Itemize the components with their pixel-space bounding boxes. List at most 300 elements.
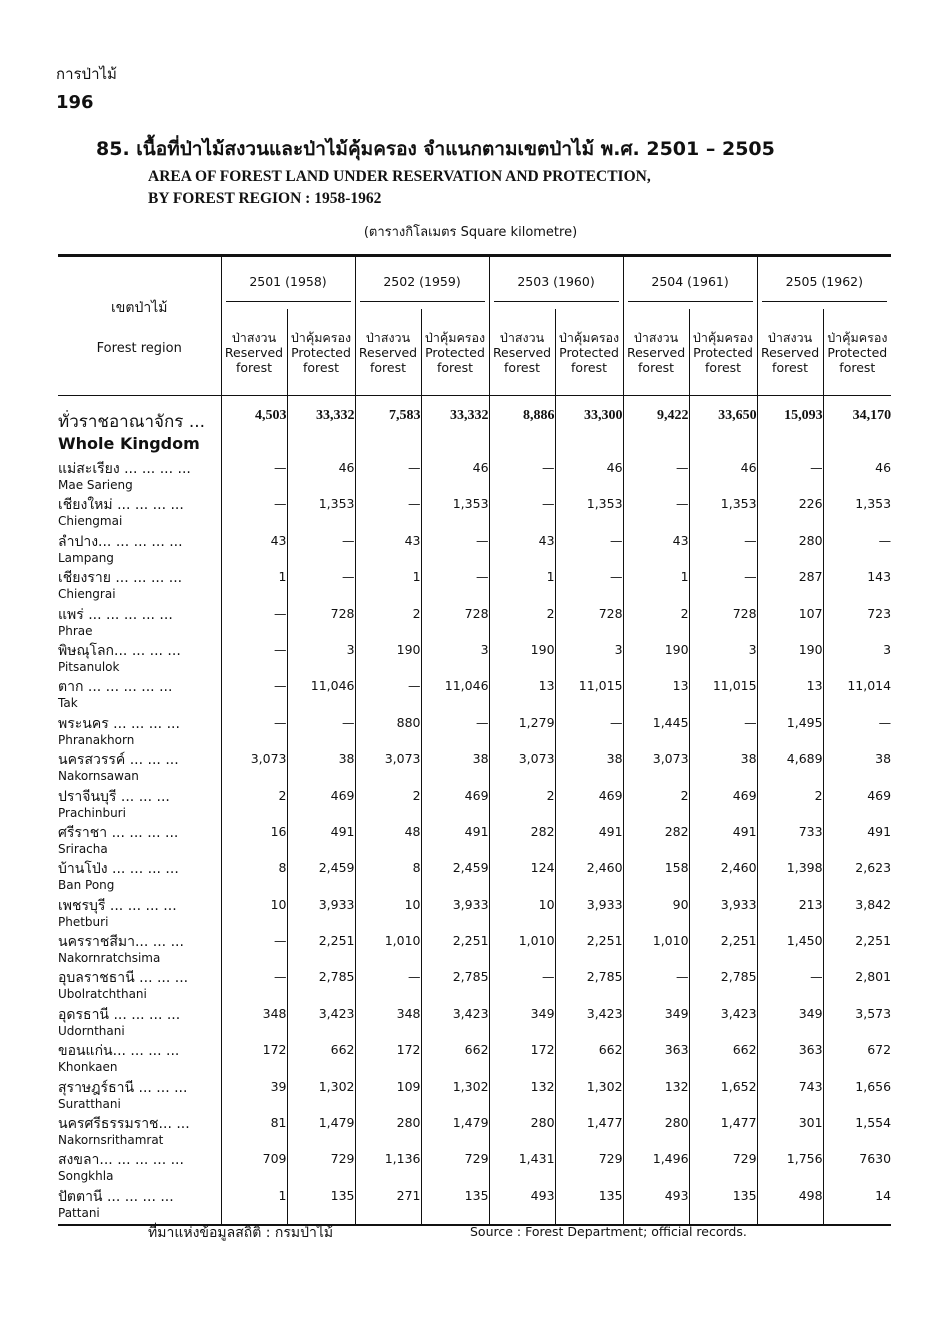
protected-value-cell: 662 [287,1042,355,1078]
table-row [58,642,891,678]
region-name-thai: ขอนแก่น... ... ... ... [58,1043,180,1060]
reserved-forest-header: ป่าสงวน Reserved forest [355,309,421,396]
reserved-value-cell: 2 [221,788,287,824]
protected-value-cell: 2,460 [555,860,623,896]
protected-value-cell: 11,046 [421,678,489,714]
region-name-thai: ตาก ... ... ... ... ... [58,679,173,696]
reserved-value-cell: 1,279 [489,715,555,751]
reserved-value-cell: 363 [623,1042,689,1078]
reserved-value-cell: 1,756 [757,1151,823,1187]
region-name-cell [58,642,221,678]
reserved-value-cell: 172 [355,1042,421,1078]
protected-value-cell: — [689,569,757,605]
protected-value-cell: 1,353 [421,496,489,532]
region-name-thai: นครสวรรค์ ... ... ... [58,752,179,769]
protected-value-cell: — [878,532,892,548]
protected-value-cell: 2,251 [287,933,355,969]
protected-value-cell: 3,423 [689,1006,757,1042]
reserved-value-cell: 190 [757,642,823,678]
region-name-thai: นครศรีธรรมราช... ... [58,1116,190,1133]
reserved-value-cell: — [355,496,421,532]
reserved-value-cell: 2 [623,788,689,824]
reserved-value-cell: 880 [355,715,421,751]
protected-value-cell: 135 [555,1188,623,1225]
protected-value-cell: 135 [287,1188,355,1225]
protected-value-cell: 662 [421,1042,489,1078]
protected-value-cell: 469 [421,788,489,824]
reserved-value-cell: — [355,460,421,496]
reserved-value-cell: 1,495 [757,715,823,751]
region-name-english: Nakornsawan [58,769,139,784]
protected-value-cell: 14 [823,1188,891,1225]
reserved-value-cell: 3,073 [221,751,287,787]
region-name-english: Khonkaen [58,1060,118,1075]
protected-value-cell: 3,423 [555,1006,623,1042]
region-name-thai: สงขลา... ... ... ... ... [58,1152,184,1169]
protected-value-cell: 46 [689,460,757,496]
reserved-value-cell: 498 [757,1188,823,1225]
year-header-row [58,256,891,310]
region-name-thai: พระนคร ... ... ... ... [58,715,180,732]
reserved-value-cell: 132 [623,1079,689,1115]
protected-value-cell: 1,477 [689,1115,757,1151]
region-name-thai: บ้านโป่ง ... ... ... ... [58,861,179,878]
region-name-cell [58,933,221,969]
region-header-english: Forest region [96,340,182,356]
protected-value-cell: 33,332 [421,396,489,461]
table-row [58,678,891,714]
reserved-value-cell: 107 [757,606,823,642]
reserved-value-cell: 4,689 [757,751,823,787]
reserved-value-cell: 1 [489,569,555,605]
protected-value-cell: — [689,715,757,751]
region-name-cell [58,496,221,532]
reserved-value-cell: — [757,460,823,496]
protected-value-cell: 3 [555,642,623,678]
reserved-value-cell: — [221,715,287,751]
reserved-value-cell: 1 [623,569,689,605]
reserved-value-cell: — [221,678,287,714]
region-name-cell [58,1115,221,1151]
reserved-value-cell: 1,431 [489,1151,555,1187]
table-row [58,533,891,569]
reserved-value-cell: 10 [221,897,287,933]
table-row [58,606,891,642]
table-row [58,824,891,860]
reserved-value-cell: 43 [623,533,689,569]
protected-value-cell: 1,353 [689,496,757,532]
table-row [58,860,891,896]
protected-value-cell: 46 [555,460,623,496]
reserved-value-cell: 1,445 [623,715,689,751]
region-name-english: Sriracha [58,841,108,856]
protected-value-cell: 34,170 [852,408,892,423]
reserved-value-cell: — [489,496,555,532]
protected-value-cell: 2,251 [689,933,757,969]
region-name-cell [58,533,221,569]
reserved-value-cell: 271 [355,1188,421,1225]
protected-value-cell: 1,656 [855,1078,892,1094]
protected-value-cell: — [555,715,623,751]
protected-value-cell: 3,842 [855,896,892,912]
region-name-english: Nakornsrithamrat [58,1133,164,1148]
reserved-value-cell: 2 [757,788,823,824]
reserved-value-cell: 301 [757,1115,823,1151]
reserved-value-cell: 349 [757,1006,823,1042]
protected-value-cell: 728 [287,606,355,642]
reserved-value-cell: 8 [355,860,421,896]
region-header [58,256,221,396]
reserved-value-cell: — [623,496,689,532]
protected-value-cell: 1,353 [555,496,623,532]
protected-value-cell: 2,785 [689,969,757,1005]
table-row [58,933,891,969]
region-name-thai: ศรีราชา ... ... ... ... [58,824,179,841]
region-name-thai: ทั่วราชอาณาจักร ... [58,412,206,432]
protected-value-cell: 38 [287,751,355,787]
reserved-value-cell: 2 [489,788,555,824]
protected-value-cell: 3 [689,642,757,678]
region-name-english: Phetburi [58,914,109,929]
protected-value-cell: 33,300 [555,396,623,461]
protected-value-cell: 11,014 [847,678,892,694]
table-row [58,1079,891,1115]
reserved-value-cell: — [489,460,555,496]
region-name-english: Songkhla [58,1169,114,1184]
table-row [58,496,891,532]
reserved-value-cell: — [623,969,689,1005]
reserved-value-cell: 213 [757,897,823,933]
region-name-cell [58,715,221,751]
protected-value-cell: 3,423 [287,1006,355,1042]
protected-value-cell: 1,302 [555,1079,623,1115]
region-name-thai: สุราษฎร์ธานี ... ... ... [58,1079,188,1096]
reserved-value-cell: — [355,678,421,714]
reserved-value-cell: 190 [623,642,689,678]
protected-value-cell: 729 [555,1151,623,1187]
reserved-forest-header: ป่าสงวน Reserved forest [757,309,823,396]
protected-forest-header: ป่าคุ้มครอง Protected forest [287,309,355,396]
reserved-value-cell: 39 [221,1079,287,1115]
reserved-value-cell: 3,073 [623,751,689,787]
region-name-cell [58,1042,221,1078]
protected-value-cell: 3 [421,642,489,678]
region-name-cell [58,606,221,642]
protected-value-cell: 2,251 [421,933,489,969]
reserved-value-cell: — [355,969,421,1005]
reserved-value-cell: 709 [221,1151,287,1187]
reserved-value-cell: — [221,933,287,969]
reserved-value-cell: 348 [355,1006,421,1042]
year-header: 2502 (1959) [355,256,489,310]
year-header: 2504 (1961) [623,256,757,310]
reserved-value-cell: 172 [489,1042,555,1078]
table-row [58,897,891,933]
source-english: Source : Forest Department; official records. [470,1224,747,1239]
protected-forest-header: ป่าคุ้มครอง Protected forest [689,309,757,396]
reserved-value-cell: — [489,969,555,1005]
reserved-forest-header: ป่าสงวน Reserved forest [489,309,555,396]
reserved-value-cell: — [221,606,287,642]
table-row [58,460,891,496]
region-name-thai: เพชรบุรี ... ... ... ... [58,897,177,914]
reserved-value-cell: — [757,969,823,1005]
reserved-value-cell: 1,398 [757,860,823,896]
reserved-value-cell: 1,450 [757,933,823,969]
region-name-english: Phrae [58,623,93,638]
reserved-value-cell: 1,136 [355,1151,421,1187]
protected-value-cell: 7630 [859,1151,892,1167]
region-name-english: Phranakhorn [58,732,135,747]
reserved-value-cell: 132 [489,1079,555,1115]
region-name-thai: แม่สะเรียง ... ... ... ... [58,461,191,477]
reserved-value-cell: 1,496 [623,1151,689,1187]
region-name-thai: อุบลราชธานี ... ... ... [58,970,189,987]
region-name-english: Nakornratchsima [58,951,161,966]
reserved-value-cell: 348 [221,1006,287,1042]
reserved-value-cell: 8,886 [489,396,555,461]
reserved-value-cell: 1,010 [623,933,689,969]
table-row [58,1188,891,1225]
reserved-value-cell: 172 [221,1042,287,1078]
table-row [58,715,891,751]
protected-value-cell: 469 [555,788,623,824]
reserved-value-cell: 226 [757,496,823,532]
protected-value-cell: 38 [421,751,489,787]
protected-value-cell: 38 [689,751,757,787]
protected-value-cell: 11,046 [287,678,355,714]
region-name-thai: แพร่ ... ... ... ... ... [58,606,173,623]
protected-value-cell: 2,460 [689,860,757,896]
protected-value-cell: 2,801 [855,969,892,985]
protected-value-cell: 1,479 [287,1115,355,1151]
protected-value-cell: 2,785 [555,969,623,1005]
protected-value-cell: 3,423 [421,1006,489,1042]
reserved-value-cell: 1,010 [355,933,421,969]
protected-value-cell: 662 [689,1042,757,1078]
region-name-thai: อุดรธานี ... ... ... ... [58,1006,181,1023]
protected-value-cell: 3 [287,642,355,678]
table-row [58,1006,891,1042]
protected-value-cell: 1,302 [421,1079,489,1115]
table-body [58,396,891,1226]
reserved-value-cell: 43 [489,533,555,569]
region-name-thai: เชียงใหม่ ... ... ... ... [58,497,184,514]
reserved-value-cell: 733 [757,824,823,860]
protected-value-cell: — [689,533,757,569]
region-name-cell [58,860,221,896]
table-row [58,569,891,605]
region-name-english: Whole Kingdom [58,434,200,453]
reserved-value-cell: 280 [355,1115,421,1151]
protected-value-cell: 135 [421,1188,489,1225]
section-header: การป่าไม้ [56,65,117,83]
title-english-line2: BY FOREST REGION : 1958-1962 [148,190,382,207]
reserved-value-cell: 282 [489,824,555,860]
protected-value-cell: 469 [689,788,757,824]
total-row [58,396,891,461]
reserved-value-cell: — [221,496,287,532]
protected-value-cell: 491 [421,824,489,860]
source-thai: ที่มาแห่งข้อมูลสถิติ : กรมป่าไม้ [148,1225,334,1241]
protected-value-cell: 728 [555,606,623,642]
protected-value-cell: — [421,569,489,605]
reserved-value-cell: 13 [489,678,555,714]
protected-value-cell: — [878,714,892,730]
region-name-cell [58,1006,221,1042]
year-header: 2501 (1958) [221,256,355,310]
reserved-value-cell: 2 [489,606,555,642]
protected-value-cell: 491 [867,823,892,839]
protected-value-cell: 143 [867,569,892,585]
region-name-english: Ubolratchthani [58,987,147,1002]
protected-value-cell: 46 [875,460,892,475]
protected-forest-header: ป่าคุ้มครอง Protected forest [555,309,623,396]
title-thai-text: เนื้อที่ป่าไม้สงวนและป่าไม้คุ้มครอง จำแนกตามเขตป่าไม้ พ.ศ. 2501 – 2505 [136,138,775,160]
protected-value-cell: 2,251 [855,933,892,949]
reserved-value-cell: 81 [221,1115,287,1151]
reserved-value-cell: 2 [355,606,421,642]
reserved-value-cell: 1 [221,569,287,605]
protected-value-cell: 2,459 [287,860,355,896]
protected-value-cell: 1,652 [689,1079,757,1115]
reserved-value-cell: 16 [221,824,287,860]
year-header: 2503 (1960) [489,256,623,310]
protected-value-cell: — [555,533,623,569]
table-row [58,1115,891,1151]
reserved-value-cell: 7,583 [355,396,421,461]
protected-value-cell: 2,459 [421,860,489,896]
region-name-thai: นครราชสีมา... ... ... [58,934,184,951]
region-name-english: Lampang [58,550,114,565]
reserved-value-cell: 493 [623,1188,689,1225]
reserved-value-cell: 3,073 [355,751,421,787]
protected-value-cell: 33,332 [287,396,355,461]
reserved-value-cell: 280 [757,533,823,569]
region-name-thai: ปัตตานี ... ... ... ... [58,1188,174,1205]
forest-area-table [58,254,891,1226]
table-title-thai [96,134,775,164]
reserved-value-cell: 2 [355,788,421,824]
reserved-value-cell: 282 [623,824,689,860]
protected-value-cell: 723 [867,605,892,621]
reserved-value-cell: — [623,460,689,496]
table-row [58,1151,891,1187]
reserved-value-cell: — [221,969,287,1005]
reserved-value-cell: 9,422 [623,396,689,461]
reserved-value-cell: 43 [221,533,287,569]
reserved-value-cell: 1 [355,569,421,605]
protected-value-cell: 491 [689,824,757,860]
reserved-value-cell: 43 [355,533,421,569]
reserved-value-cell: 280 [489,1115,555,1151]
protected-value-cell: 729 [287,1151,355,1187]
protected-value-cell: — [421,715,489,751]
reserved-value-cell: 15,093 [757,396,823,461]
protected-value-cell: 469 [867,787,892,803]
reserved-value-cell: 280 [623,1115,689,1151]
year-header: 2505 (1962) [757,256,891,310]
protected-value-cell: 11,015 [555,678,623,714]
reserved-value-cell: — [221,460,287,496]
protected-value-cell: 3,933 [555,897,623,933]
region-name-english: Tak [58,696,78,711]
protected-value-cell: 729 [689,1151,757,1187]
table-title-english [148,166,651,210]
region-name-cell [58,969,221,1005]
reserved-value-cell: 3,073 [489,751,555,787]
protected-value-cell: — [555,569,623,605]
reserved-value-cell: 158 [623,860,689,896]
protected-value-cell: 2,251 [555,933,623,969]
protected-value-cell: 38 [555,751,623,787]
region-name-cell [58,678,221,714]
protected-value-cell: 3,933 [689,897,757,933]
protected-value-cell: — [287,715,355,751]
reserved-value-cell: 287 [757,569,823,605]
reserved-value-cell: 109 [355,1079,421,1115]
page-number: 196 [56,92,94,113]
protected-value-cell: — [421,533,489,569]
protected-value-cell: 491 [555,824,623,860]
reserved-value-cell: 743 [757,1079,823,1115]
protected-value-cell: 491 [287,824,355,860]
reserved-value-cell: 8 [221,860,287,896]
table-number: 85. [96,138,130,160]
protected-value-cell: 2,785 [421,969,489,1005]
protected-forest-header: ป่าคุ้มครอง Protected forest [421,309,489,396]
protected-value-cell: — [287,569,355,605]
reserved-value-cell: 48 [355,824,421,860]
reserved-value-cell: 190 [489,642,555,678]
protected-value-cell: 662 [555,1042,623,1078]
region-name-english: Ban Pong [58,878,115,893]
protected-value-cell: 1,477 [555,1115,623,1151]
region-name-cell [58,751,221,787]
reserved-value-cell: 2 [623,606,689,642]
protected-value-cell: 672 [867,1042,892,1058]
reserved-value-cell: 90 [623,897,689,933]
region-name-cell [58,788,221,824]
region-name-english: Mae Sarieng [58,478,133,492]
protected-value-cell: 46 [287,460,355,496]
protected-value-cell: — [287,533,355,569]
protected-value-cell: 135 [689,1188,757,1225]
protected-value-cell: 729 [421,1151,489,1187]
protected-value-cell: 2,623 [855,860,892,876]
reserved-value-cell: 13 [623,678,689,714]
protected-value-cell: 1,479 [421,1115,489,1151]
reserved-value-cell: — [221,642,287,678]
protected-value-cell: 1,554 [855,1115,892,1131]
region-name-thai: ปราจีนบุรี ... ... ... [58,788,170,805]
region-name-cell [58,897,221,933]
unit-label: (ตารางกิโลเมตร Square kilometre) [363,225,578,240]
region-name-english: Suratthani [58,1096,121,1111]
protected-value-cell: 3,573 [855,1005,892,1021]
reserved-value-cell: 349 [489,1006,555,1042]
reserved-value-cell: 13 [757,678,823,714]
reserved-forest-header: ป่าสงวน Reserved forest [221,309,287,396]
region-name-cell [58,1079,221,1115]
protected-value-cell: 46 [421,460,489,496]
region-name-english: Pattani [58,1205,100,1220]
reserved-value-cell: 1,010 [489,933,555,969]
protected-value-cell: 3 [883,641,892,657]
protected-value-cell: 38 [875,751,892,767]
protected-forest-header: ป่าคุ้มครอง Protected forest [823,309,891,396]
region-name-english: Udornthani [58,1023,125,1038]
